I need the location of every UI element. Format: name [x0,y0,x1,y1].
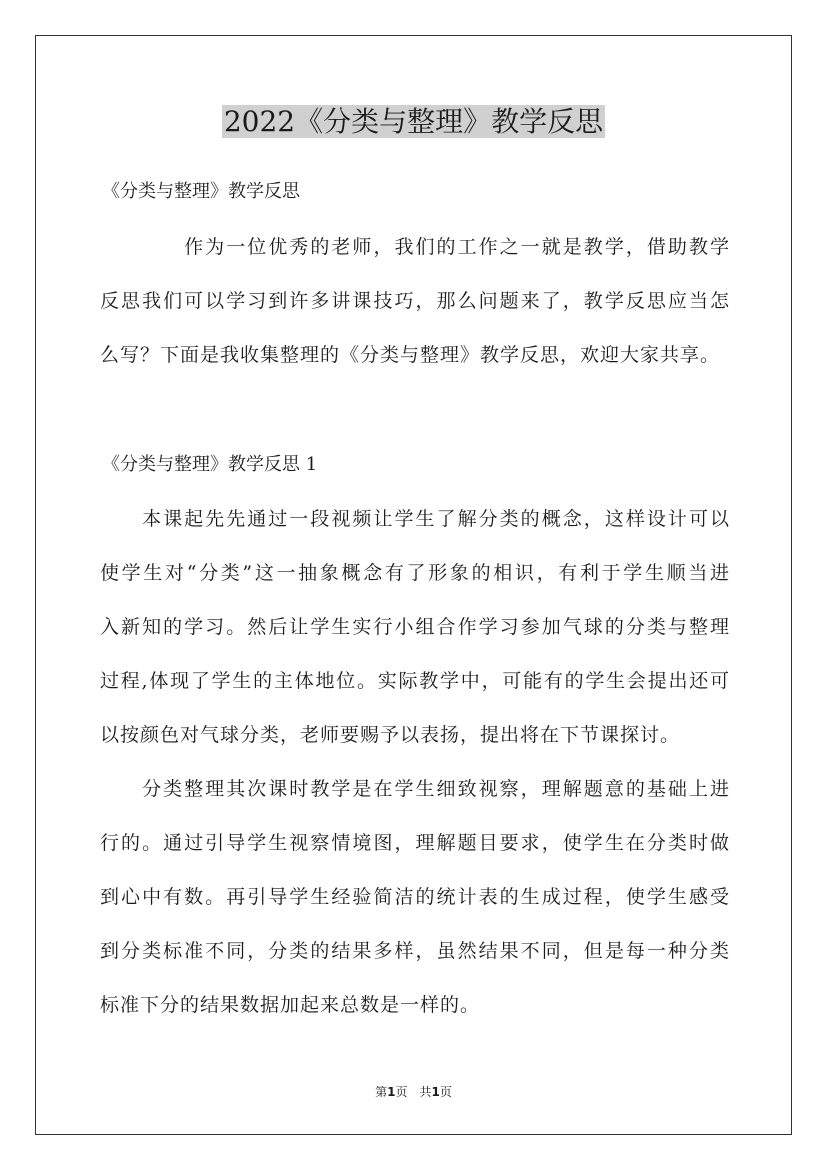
footer-total-suffix: 页 [439,1085,452,1099]
paragraph-line: 入新知的学习。然后让学生实行小组合作学习参加气球的分类与整理 [100,616,730,638]
document-title [0,100,827,144]
paragraph-line: 到分类标准不同，分类的结果多样，虽然结果不同，但是每一种分类 [100,940,730,962]
paragraph-line: 使学生对“分类”这一抽象概念有了形象的相识，有利于学生顺当进 [100,562,730,584]
footer-total-pages: 1 [431,1085,440,1099]
paragraph-line: 过程,体现了学生的主体地位。实际教学中，可能有的学生会提出还可 [100,670,730,692]
body-paragraph-1 [100,492,730,762]
document-title-text: 2022《分类与整理》教学反思 [223,105,604,138]
intro-line: 反思我们可以学习到许多讲课技巧，那么问题来了，教学反思应当怎 [100,290,730,312]
footer-page-number: 1 [387,1085,396,1099]
paragraph-line: 分类整理其次课时教学是在学生细致视察，理解题意的基础上进 [100,778,730,800]
paragraph-line: 行的。通过引导学生视察情境图，理解题目要求，使学生在分类时做 [100,832,730,854]
footer-prefix: 第 [375,1085,388,1099]
paragraph-line: 本课起先先通过一段视频让学生了解分类的概念，这样设计可以 [100,508,730,530]
paragraph-line: 到心中有数。再引导学生经验简洁的统计表的生成过程，使学生感受 [100,886,730,908]
section-heading: 《分类与整理》教学反思 1 [102,454,318,475]
page-footer [0,1083,827,1100]
paragraph-line: 以按颜色对气球分类，老师要赐予以表扬，提出将在下节课探讨。 [100,724,681,746]
footer-page-suffix: 页 共 [395,1085,432,1099]
body-paragraph-2 [100,762,730,1032]
intro-paragraph [100,220,730,382]
intro-line: 作为一位优秀的老师，我们的工作之一就是教学，借助教学 [100,236,730,258]
document-subtitle: 《分类与整理》教学反思 [102,181,300,202]
paragraph-line: 标准下分的结果数据加起来总数是一样的。 [100,994,481,1016]
intro-line: 么写？下面是我收集整理的《分类与整理》教学反思，欢迎大家共享。 [100,344,721,366]
